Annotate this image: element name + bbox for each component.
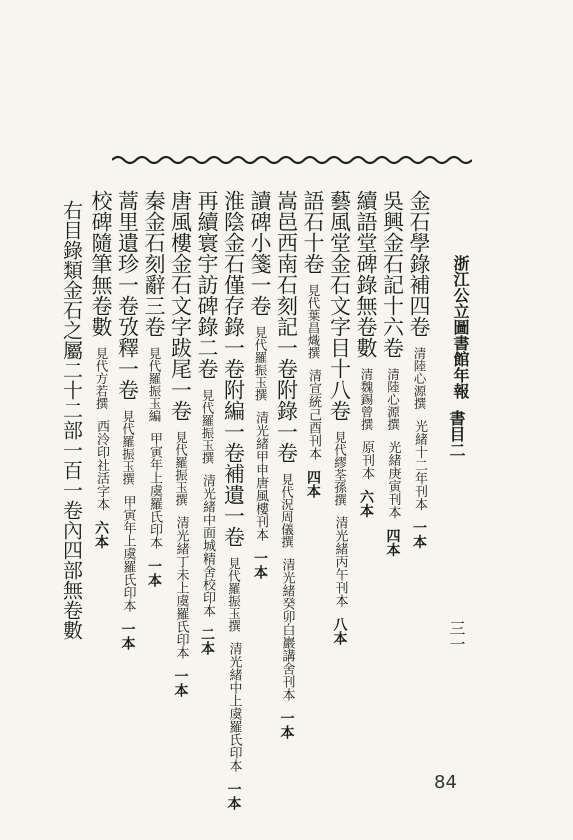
entry-edition: 清光緒癸卯白巖講舍刊本	[279, 558, 295, 701]
entry-edition: 光緒庚寅刊本	[385, 440, 401, 519]
entry-edition: 清光緒中上虞羅氏印本	[226, 642, 242, 772]
catalog-entry	[117, 190, 138, 650]
catalog-entry	[382, 190, 403, 557]
entry-volumes: 八本	[331, 617, 348, 645]
entry-volumes: 二本	[199, 627, 215, 655]
entry-author: 清陸心源撰	[412, 347, 427, 410]
entry-title: 吳興金石記十六卷	[380, 190, 405, 358]
entry-author: 見代羅振玉撰	[173, 431, 189, 506]
entry-author: 見代羅振玉撰	[120, 410, 136, 485]
entry-volumes: 一本	[252, 551, 268, 579]
entry-author: 清魏錫曾撰	[359, 368, 374, 431]
entry-edition: 甲寅年上虞羅氏印本	[147, 432, 162, 549]
catalog-entry	[223, 190, 244, 810]
entry-title: 金石學錄補四卷	[407, 190, 431, 337]
entry-edition: 原刊本	[359, 440, 374, 480]
entry-edition: 清光緒丙午刊本	[332, 516, 348, 607]
wavy-divider	[112, 150, 472, 170]
running-title: 浙江公立圖書館年報	[451, 255, 470, 399]
entry-volumes: 一本	[411, 520, 427, 549]
entry-author: 清陸心源撰	[385, 368, 401, 431]
catalog-entry	[302, 190, 323, 498]
entry-edition: 甲寅年上虞羅氏印本	[120, 495, 136, 612]
catalog-entry	[196, 190, 217, 655]
entry-volumes: 六本	[358, 489, 374, 518]
entry-author: 見代繆荃孫撰	[332, 431, 348, 506]
catalog-entry	[355, 190, 376, 518]
section-label: 書目二	[447, 410, 466, 458]
entry-volumes: 一本	[146, 559, 162, 587]
entry-edition: 清光緒丁未上虞羅氏印本	[173, 516, 189, 659]
catalog-entry	[329, 190, 350, 645]
entry-author: 見代況周儀撰	[279, 473, 295, 548]
entry-title: 續語堂碑錄無卷數	[354, 190, 378, 358]
entry-volumes: 一本	[225, 782, 242, 810]
page-number: 84	[434, 772, 457, 793]
entry-title: 讀碑小箋一卷	[248, 190, 272, 316]
entry-author: 見代羅振玉撰	[253, 326, 268, 401]
entry-edition: 清光緒甲申唐風樓刊本	[253, 411, 268, 541]
entry-title: 淮陰金石僅存錄一卷附編一卷補遺一卷	[221, 190, 246, 547]
entry-title: 唐風樓金石文字跋尾一卷	[168, 190, 193, 421]
entry-title: 秦金石刻辭三卷	[142, 190, 166, 337]
entry-title: 校碑隨筆無卷數	[89, 190, 113, 337]
entry-volumes: 一本	[172, 669, 189, 697]
summary-line: 右目錄類金石之屬二十二部一百一卷內四部無卷數	[59, 200, 84, 640]
entry-author: 見代羅振玉撰	[226, 557, 242, 632]
catalog-entry	[249, 190, 270, 579]
entry-volumes: 一本	[278, 711, 295, 739]
entry-volumes: 四本	[305, 470, 321, 498]
catalog-entry	[90, 190, 111, 549]
entry-title: 蒿里遺珍一卷攷釋一卷	[115, 190, 140, 400]
catalog-entry	[408, 190, 429, 549]
chinese-page-number: 三一	[447, 620, 466, 652]
entry-edition: 西泠印社活字本	[94, 419, 109, 511]
entry-volumes: 四本	[384, 528, 401, 557]
catalog-entry	[276, 190, 297, 739]
entry-title: 嵩邑西南石刻記一卷附錄一卷	[274, 190, 299, 463]
entry-edition: 清光緒中面城精舍校印本	[200, 474, 215, 617]
entry-author: 見代方若撰	[94, 347, 109, 410]
entry-title: 再續寰宇訪碑錄二卷	[195, 190, 219, 379]
catalog-entry	[170, 190, 191, 697]
entry-author: 見代羅振玉撰	[200, 389, 215, 464]
entry-edition: 光緒十二年刊本	[412, 419, 427, 511]
entry-title: 語石十卷	[301, 190, 325, 274]
entry-volumes: 六本	[93, 520, 109, 549]
entry-edition: 清宣統己酉刊本	[306, 369, 321, 460]
catalog-entry	[143, 190, 164, 587]
entry-author: 見代羅振玉編	[147, 347, 162, 422]
entry-title: 藝風堂金石文字目十八卷	[327, 190, 352, 421]
entry-author: 見代葉昌熾撰	[306, 284, 321, 359]
entry-volumes: 一本	[119, 622, 136, 650]
